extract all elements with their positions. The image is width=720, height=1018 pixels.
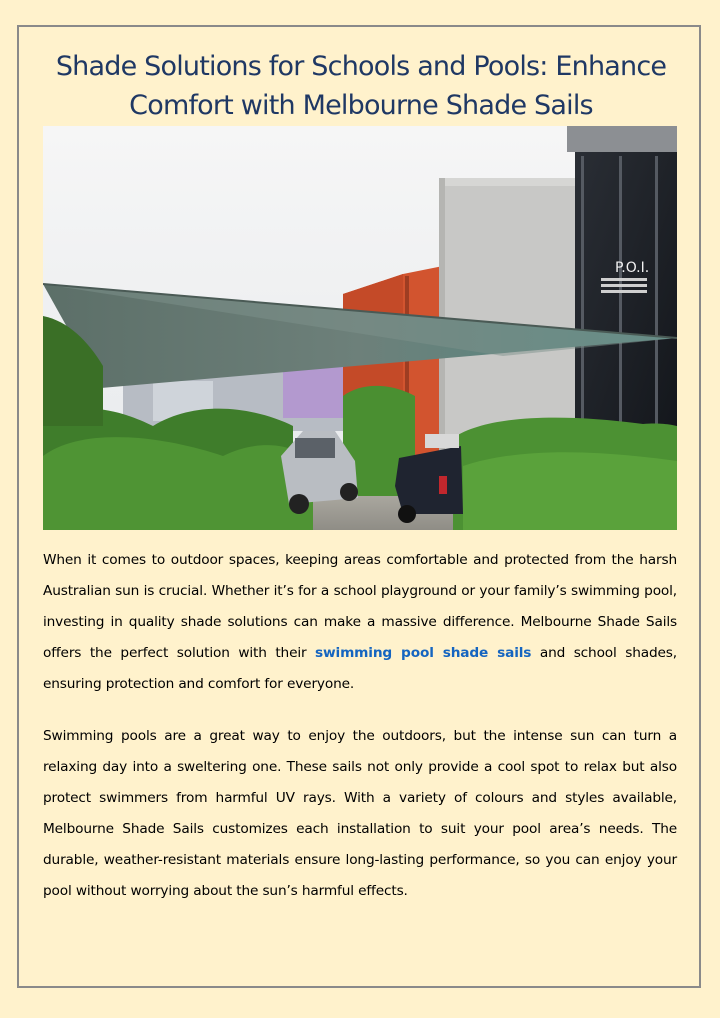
page-title: Shade Solutions for Schools and Pools: Enhance Comfort with Melbourne Shade Sails <box>55 51 667 121</box>
paragraph-2: Swimming pools are a great way to enjoy the outdoors, but the intense sun can turn a relaxing day into a sweltering one. These sails not only provide a cool spot to relax but also protect swimmers from harmful UV rays. With a variety of colours and styles available, Melbourne Shade Sails customizes each installation to suit your pool area’s needs. The durable, weather-resistant materials ensure long-lasting performance, so you can enjoy your pool without worrying about the sun’s harmful effects. <box>43 728 677 899</box>
paragraph-1 <box>43 545 677 700</box>
paragraph-1-text-after-link: and school shades, ensuring protection and comfort for everyone. <box>43 645 677 692</box>
paragraph-1-text-before-link: When it comes to outdoor spaces, keeping areas comfortable and protected from the harsh Australian sun is crucial. Whether it’s for a school playground or your family’s swimming pool, investing in quality shade solutions can make a massive difference. Melbourne Shade Sails offers the perfect solution with their <box>43 552 677 661</box>
building-sign-text: P.O.I. <box>615 260 650 276</box>
swimming-pool-shade-sails-link[interactable]: swimming pool shade sails <box>315 645 532 661</box>
hero-photo-shade-sail <box>43 126 677 530</box>
